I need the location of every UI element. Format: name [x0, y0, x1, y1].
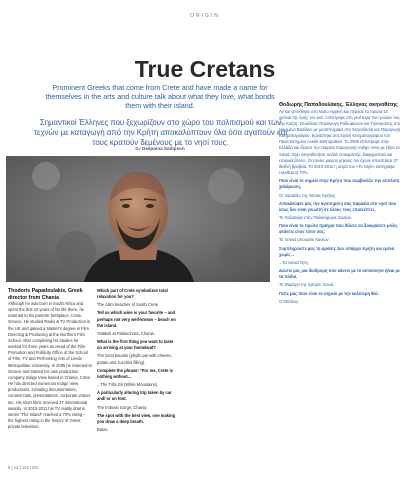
bio-text-en: Although he was born in South Africa and spent the first 10 years of his life there, he returned to his parents' birthplace, Crete, Greece. He studied Radio & TV Production in the UK and gained a Master's degree in Film Directing & Producing at the Northern Film School. After completing his studies he worked for three years as Head of the Film Promotion and Publicity Office of the School of Film, TV and Performing Arts of Leeds Metropolitan University. In 2005 he returned to Greece and started his own production company Indigo View based in Chania, Crete. He has directed numerous Indigo View productions, including documentaries, commercials, presentations, corporate videos etc. His short films received 27 international awards. In 2010-2011 his TV reality drama series "The Island" reached a 70% rating – the highest rating in the history of Greek private television.	[8, 301, 92, 430]
question-gr-5: Δώστε μας μια διαδρομή που κάνετε με το αυτοκίνητο ή/και με τα πόδια.	[279, 268, 400, 280]
column-greek	[279, 102, 401, 307]
answer-en-4: ...The Tirfa Gil (White Mountains).	[97, 382, 159, 388]
bio-text-gr: Αν και γεννήθηκε στη Νότια Αφρική και πέρασε τα πρώτα 10 χρόνια της ζωής του εκεί, επέστρεψε στη γενέτειρα των γονιών του, την Κρήτη. Σπούδασε Παραγωγή Ραδιοφώνου και Τηλεόρασης στο Ηνωμένο Βασίλειο με μεταπτυχιακό στη Σκηνοθεσία και Παραγωγή Κινηματογράφου. Εργάστηκε στη Σχολή Κινηματογράφου του Πανεπιστημίου Leeds Metropolitan. Το 2005 επέστρεψε στην Ελλάδα και ίδρυσε την εταιρεία παραγωγής Indigo View με έδρα τα Χανιά. Έχει σκηνοθετήσει πολλά ντοκιμαντέρ, διαφημιστικά και εταιρικά βίντεο. Οι ταινίες μικρού μήκους του έχουν αποσπάσει 27 διεθνή βραβεία. Το 2010-2011 η σειρά του «Το Νησί» κατέγραψε τηλεθέαση 70%.	[279, 108, 401, 176]
byline	[0, 146, 320, 151]
question-gr-1: Ποιο είναι το σημείο στην Κρήτη που συμβολίζει την απόλυτη χαλάρωση;	[279, 178, 400, 190]
portrait-photo	[6, 156, 270, 282]
column-english-interview	[97, 288, 179, 435]
bio-heading-en: Thodoris Papadoulakis, Greek director from Chania	[8, 288, 83, 301]
answer-gr-1: Οι παραλίες της Νότιας Κρήτης.	[279, 192, 337, 198]
question-gr-6: Πείτε μας ποιο είναι το σημείο με την καλύτερη θέα.	[279, 290, 379, 296]
question-en-3: What is the first thing you want to taste on arriving at your homeland?	[97, 339, 174, 351]
page-footer: 8 | 12 | 122 | EN	[8, 465, 39, 470]
answer-en-6: Balos.	[97, 426, 109, 432]
column-english-bio	[8, 288, 92, 432]
bio-heading-gr: Θοδωρής Παπαδουλάκης, Έλληνας σκηνοθέτης	[279, 102, 398, 108]
question-en-6: The spot with the best view, one making you draw a deep breath.	[97, 412, 176, 424]
question-en-4: Complete the phrase: "For me, Crete is nothing without...	[97, 367, 173, 379]
answer-en-5: The Imbrasi Gorge, Chania.	[97, 404, 148, 410]
question-en-1: Which part of Crete symbolizes total relaxation for you?	[97, 288, 168, 300]
section-label: ORIGIN	[190, 13, 220, 19]
article-title: True Cretans	[134, 56, 276, 82]
answer-gr-3: Το τοπικό μπουρέκι Χανίων.	[279, 237, 330, 243]
question-en-2: Tell us which wine is your favorite – and perhaps not very well-known – beach on the island.	[97, 310, 176, 328]
answer-gr-2: Το Γιαλισκάρι στην Παλαιόχωρα Χανίων.	[279, 215, 352, 220]
answer-en-1: The calm beaches of South Crete.	[97, 302, 160, 308]
answer-gr-4: ...Τα Λευκά Όρη.	[279, 259, 309, 265]
answer-en-3: The local boureki (phyllo pie with cheese, potato and zucchini filling).	[97, 353, 172, 365]
byline-author: Despoina Sampson	[142, 146, 185, 151]
answer-gr-5: Το Φαράγγι της Ίμπρου Χανιά.	[279, 282, 335, 288]
answer-en-2: Yalakoti at Palaiochora, Chania.	[97, 330, 155, 336]
article-subtitle: Prominent Greeks that come from Crete and have made a name for themselves in the arts and culture talk about what they love, what bonds them with their island.	[45, 83, 275, 110]
question-en-5: A particularly alluring trip taken by car and/ or on foot.	[97, 390, 172, 402]
question-gr-2: Αποκαλύψτε μας την αγαπημένη σας παραλία στο νησί που ίσως δεν είναι γνωστή σε όλους τους επισκέπτες.	[279, 200, 397, 212]
answer-gr-6: Ο Μπάλος.	[279, 298, 300, 304]
question-gr-3: Ποιο είναι το πρώτο πράγμα που θέλετε να δοκιμάσετε μόλις φτάνετε στον τόπο σας;	[279, 223, 398, 235]
question-gr-4: Συμπληρώστε μας τη φράση: Δεν υπάρχει Κρήτη για εμένα χωρίς...	[279, 245, 395, 257]
byline-prefix: By	[135, 146, 141, 151]
article-intro-greek: Σημαντικοί Έλληνες που ξεχωρίζουν στο χώρο του πολιτισμού και των τεχνών με καταγωγή από την Κρήτη αποκαλύπτουν όλα όσα αγαπούν και τους κρατούν δεμένους με το νησί τους.	[33, 118, 288, 147]
